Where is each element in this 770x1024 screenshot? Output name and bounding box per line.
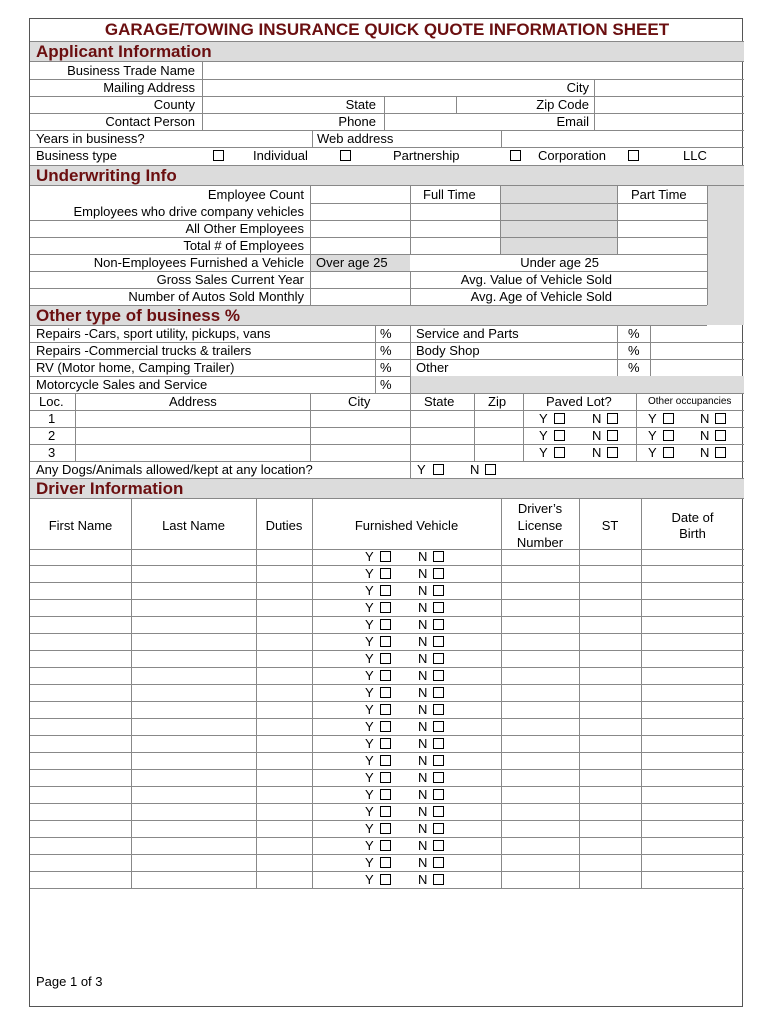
label-yes: Y: [365, 668, 374, 683]
label-no: N: [592, 445, 602, 460]
checkbox-furnished-no[interactable]: [433, 704, 444, 715]
checkbox-furnished-no[interactable]: [433, 585, 444, 596]
label-no: N: [418, 685, 428, 700]
label-all-other: All Other Employees: [185, 221, 304, 236]
header-loc: Loc.: [39, 394, 64, 409]
label-body-shop: Body Shop: [416, 343, 480, 358]
checkbox-furnished-no[interactable]: [433, 551, 444, 562]
table-row: [30, 583, 744, 600]
label-no: N: [418, 583, 428, 598]
checkbox-dogs-yes[interactable]: [433, 464, 444, 475]
checkbox-furnished-no[interactable]: [433, 670, 444, 681]
label-no: N: [418, 787, 428, 802]
header-st: ST: [601, 518, 619, 533]
section-applicant: [30, 41, 744, 62]
header-paved-lot: Paved Lot?: [546, 394, 612, 409]
label-phone: Phone: [338, 114, 376, 129]
header-license-1: Driver’s: [517, 501, 563, 516]
checkbox-furnished-yes[interactable]: [380, 602, 391, 613]
checkbox-llc[interactable]: [628, 150, 639, 161]
section-title: Other type of business %: [36, 306, 241, 325]
checkbox-furnished-yes[interactable]: [380, 772, 391, 783]
header-zip: Zip: [488, 394, 507, 409]
checkbox-occupancy-yes[interactable]: [663, 413, 674, 424]
label-llc: LLC: [683, 148, 707, 163]
label-business-type: Business type: [36, 148, 117, 163]
label-yes: Y: [648, 445, 657, 460]
header-furnished-vehicle: Furnished Vehicle: [354, 518, 459, 533]
checkbox-furnished-no[interactable]: [433, 619, 444, 630]
checkbox-partnership[interactable]: [340, 150, 351, 161]
label-yes: Y: [365, 719, 374, 734]
checkbox-furnished-yes[interactable]: [380, 789, 391, 800]
label-no: N: [418, 855, 428, 870]
label-no: N: [470, 462, 480, 477]
checkbox-furnished-yes[interactable]: [380, 755, 391, 766]
page-footer: Page 1 of 3: [36, 974, 103, 989]
label-yes: Y: [539, 411, 548, 426]
checkbox-furnished-no[interactable]: [433, 568, 444, 579]
label-yes: Y: [648, 411, 657, 426]
label-yes: Y: [417, 462, 426, 477]
checkbox-furnished-no[interactable]: [433, 772, 444, 783]
header-other-occupancies: Other occupancies: [648, 396, 732, 407]
label-no: N: [700, 445, 710, 460]
label-yes: Y: [539, 428, 548, 443]
pct-label: %: [628, 360, 640, 375]
checkbox-furnished-no[interactable]: [433, 721, 444, 732]
label-no: N: [418, 617, 428, 632]
table-row: [30, 685, 744, 702]
label-years-in-business: Years in business?: [36, 131, 145, 146]
label-no: N: [418, 719, 428, 734]
checkbox-corporation[interactable]: [510, 150, 521, 161]
table-row: [30, 787, 744, 804]
checkbox-occupancy-no[interactable]: [715, 413, 726, 424]
checkbox-furnished-yes[interactable]: [380, 585, 391, 596]
label-service-parts: Service and Parts: [416, 326, 519, 341]
label-yes: Y: [365, 685, 374, 700]
label-yes: Y: [365, 736, 374, 751]
header-address: Address: [169, 394, 217, 409]
checkbox-furnished-yes[interactable]: [380, 619, 391, 630]
pct-label: %: [628, 343, 640, 358]
label-under-25: Under age 25: [520, 255, 599, 270]
checkbox-furnished-yes[interactable]: [380, 670, 391, 681]
section-underwriting: [30, 165, 744, 186]
label-yes: Y: [365, 634, 374, 649]
header-first-name: First Name: [48, 518, 113, 533]
input-business-trade-name[interactable]: [203, 63, 744, 79]
label-no: N: [700, 428, 710, 443]
label-employee-count: Employee Count: [207, 187, 304, 202]
checkbox-furnished-yes[interactable]: [380, 551, 391, 562]
checkbox-individual[interactable]: [213, 150, 224, 161]
table-row: [30, 668, 744, 685]
label-business-trade-name: Business Trade Name: [67, 63, 195, 78]
label-yes: Y: [648, 428, 657, 443]
checkbox-furnished-no[interactable]: [433, 755, 444, 766]
header-duties: Duties: [265, 518, 303, 533]
label-non-employees: Non-Employees Furnished a Vehicle: [93, 255, 304, 270]
table-row: [30, 566, 744, 583]
label-yes: Y: [365, 617, 374, 632]
label-no: N: [418, 651, 428, 666]
checkbox-furnished-yes[interactable]: [380, 823, 391, 834]
section-other-business: [30, 305, 707, 326]
table-row: [30, 770, 744, 787]
table-row: [30, 617, 744, 634]
section-title: Underwriting Info: [36, 166, 177, 185]
label-no: N: [592, 428, 602, 443]
label-gross-sales: Gross Sales Current Year: [156, 272, 304, 287]
checkbox-furnished-yes[interactable]: [380, 806, 391, 817]
label-repairs-trucks: Repairs -Commercial trucks & trailers: [36, 343, 252, 358]
checkbox-furnished-yes[interactable]: [380, 857, 391, 868]
checkbox-furnished-no[interactable]: [433, 687, 444, 698]
label-yes: Y: [539, 445, 548, 460]
section-driver: [30, 478, 744, 499]
label-dogs: Any Dogs/Animals allowed/kept at any location?: [36, 462, 313, 477]
label-no: N: [418, 634, 428, 649]
header-state: State: [424, 394, 455, 409]
label-repairs-cars: Repairs -Cars, sport utility, pickups, vans: [36, 326, 271, 341]
table-row: [30, 753, 744, 770]
table-row: [30, 651, 744, 668]
label-corporation: Corporation: [538, 148, 606, 163]
label-autos-sold: Number of Autos Sold Monthly: [128, 289, 304, 304]
checkbox-furnished-no[interactable]: [433, 857, 444, 868]
label-contact-person: Contact Person: [105, 114, 195, 129]
checkbox-paved-no[interactable]: [607, 430, 618, 441]
label-no: N: [418, 872, 428, 887]
pct-label: %: [380, 326, 392, 341]
checkbox-dogs-no[interactable]: [485, 464, 496, 475]
header-city: City: [348, 394, 371, 409]
checkbox-paved-yes[interactable]: [554, 430, 565, 441]
form-page: [29, 18, 743, 1007]
pct-label: %: [628, 326, 640, 341]
checkbox-furnished-no[interactable]: [433, 738, 444, 749]
label-drive-vehicles: Employees who drive company vehicles: [73, 204, 304, 219]
table-row: [30, 804, 744, 821]
checkbox-occupancy-no[interactable]: [715, 430, 726, 441]
label-zip-code: Zip Code: [536, 97, 589, 112]
label-yes: Y: [365, 838, 374, 853]
label-no: N: [418, 549, 428, 564]
label-web-address: Web address: [317, 131, 394, 146]
label-county: County: [153, 97, 195, 112]
label-email: Email: [556, 114, 589, 129]
table-row: [30, 600, 744, 617]
label-no: N: [418, 600, 428, 615]
checkbox-furnished-no[interactable]: [433, 602, 444, 613]
pct-label: %: [380, 377, 392, 392]
checkbox-furnished-no[interactable]: [433, 653, 444, 664]
label-yes: Y: [365, 787, 374, 802]
table-row: [30, 549, 744, 566]
table-row: [30, 719, 744, 736]
label-yes: Y: [365, 583, 374, 598]
checkbox-furnished-yes[interactable]: [380, 653, 391, 664]
label-yes: Y: [365, 651, 374, 666]
checkbox-furnished-no[interactable]: [433, 806, 444, 817]
label-rv: RV (Motor home, Camping Trailer): [36, 360, 235, 375]
checkbox-furnished-yes[interactable]: [380, 721, 391, 732]
checkbox-furnished-yes[interactable]: [380, 568, 391, 579]
section-title: Driver Information: [36, 479, 184, 498]
checkbox-furnished-no[interactable]: [433, 636, 444, 647]
pct-label: %: [380, 343, 392, 358]
label-yes: Y: [365, 566, 374, 581]
label-yes: Y: [365, 804, 374, 819]
header-dob-2: Birth: [679, 526, 706, 541]
label-individual: Individual: [253, 148, 308, 163]
checkbox-furnished-yes[interactable]: [380, 874, 391, 885]
checkbox-paved-no[interactable]: [607, 413, 618, 424]
checkbox-furnished-no[interactable]: [433, 823, 444, 834]
label-yes: Y: [365, 821, 374, 836]
label-no: N: [418, 838, 428, 853]
label-avg-age: Avg. Age of Vehicle Sold: [470, 289, 612, 304]
label-no: N: [418, 753, 428, 768]
checkbox-furnished-no[interactable]: [433, 840, 444, 851]
label-yes: Y: [365, 872, 374, 887]
table-row: [30, 736, 744, 753]
label-yes: Y: [365, 855, 374, 870]
label-no: N: [418, 566, 428, 581]
label-yes: Y: [365, 600, 374, 615]
header-dob-1: Date of: [671, 510, 714, 525]
label-state: State: [345, 97, 376, 112]
label-partnership: Partnership: [393, 148, 460, 163]
label-total: Total # of Employees: [183, 238, 304, 253]
loc-number: 1: [48, 411, 56, 426]
label-motorcycle: Motorcycle Sales and Service: [36, 377, 208, 392]
label-full-time: Full Time: [423, 187, 476, 202]
checkbox-furnished-yes[interactable]: [380, 840, 391, 851]
label-yes: Y: [365, 753, 374, 768]
checkbox-furnished-yes[interactable]: [380, 636, 391, 647]
header-license-2: License: [517, 518, 563, 533]
label-city: City: [566, 80, 589, 95]
table-row: [30, 702, 744, 719]
label-other: Other: [416, 360, 449, 375]
label-yes: Y: [365, 702, 374, 717]
label-no: N: [700, 411, 710, 426]
label-part-time: Part Time: [631, 187, 687, 202]
table-row: [30, 634, 744, 651]
label-avg-value: Avg. Value of Vehicle Sold: [460, 272, 612, 287]
header-license-3: Number: [516, 535, 564, 550]
table-row: [30, 855, 744, 872]
label-no: N: [592, 411, 602, 426]
table-row: [30, 838, 744, 855]
label-no: N: [418, 736, 428, 751]
checkbox-paved-no[interactable]: [607, 447, 618, 458]
pct-label: %: [380, 360, 392, 375]
checkbox-furnished-yes[interactable]: [380, 704, 391, 715]
checkbox-furnished-no[interactable]: [433, 874, 444, 885]
label-no: N: [418, 821, 428, 836]
checkbox-paved-yes[interactable]: [554, 413, 565, 424]
checkbox-furnished-no[interactable]: [433, 789, 444, 800]
label-mailing-address: Mailing Address: [103, 80, 195, 95]
checkbox-furnished-yes[interactable]: [380, 687, 391, 698]
label-no: N: [418, 668, 428, 683]
checkbox-occupancy-no[interactable]: [715, 447, 726, 458]
loc-number: 3: [48, 445, 56, 460]
label-yes: Y: [365, 770, 374, 785]
checkbox-furnished-yes[interactable]: [380, 738, 391, 749]
checkbox-paved-yes[interactable]: [554, 447, 565, 458]
section-title: Applicant Information: [36, 42, 212, 61]
table-row: [30, 872, 744, 889]
label-no: N: [418, 804, 428, 819]
table-row: [30, 821, 744, 838]
loc-number: 2: [48, 428, 56, 443]
checkbox-occupancy-yes[interactable]: [663, 447, 674, 458]
label-no: N: [418, 702, 428, 717]
label-yes: Y: [365, 549, 374, 564]
form-title: GARAGE/TOWING INSURANCE QUICK QUOTE INFORMATION SHEET: [104, 20, 670, 39]
label-no: N: [418, 770, 428, 785]
checkbox-occupancy-yes[interactable]: [663, 430, 674, 441]
label-over-25: Over age 25: [316, 255, 388, 270]
header-last-name: Last Name: [162, 518, 225, 533]
